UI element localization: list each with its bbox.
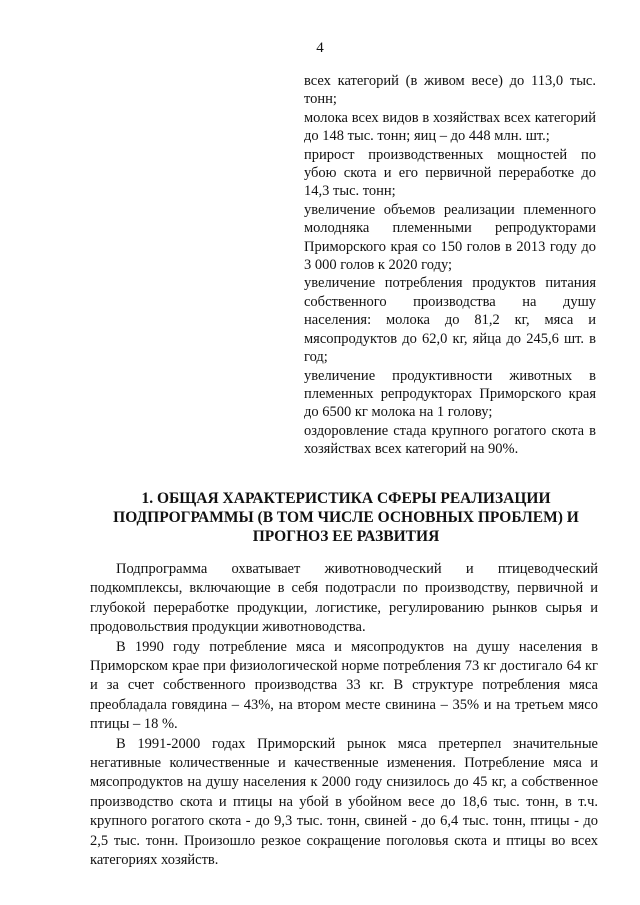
- indicator-item: увеличение потребления продуктов питания собственного производства на душу населения: молока до 81,2 кг, мяса и мясопродуктов до 62,0 кг, яйца до 245,6 шт. в год;: [304, 275, 596, 366]
- paragraph: В 1991-2000 годах Приморский рынок мяса претерпел значительные негативные количественные и качественные изменения. Потребление мяса и мясопродуктов на душу населения к 2000 году снизилось до 45 кг, а собственное производство скота и птицы на убой в убойном весе до 18,6 тыс. тонн, в т.ч. крупного рогатого скота - до 9,3 тыс. тонн, свиней - до 6,4 тыс. тонн, птицы - до 2,5 тыс. тонн. Произошло резкое сокращение поголовья скота и птицы во всех категориях хозяйств.: [90, 735, 598, 869]
- heading-line: ПРОГНОЗ ЕЕ РАЗВИТИЯ: [252, 528, 440, 545]
- indicator-item: молока всех видов в хозяйствах всех категорий до 148 тыс. тонн; яиц – до 448 млн. шт.;: [304, 109, 596, 145]
- section-heading: [96, 489, 596, 546]
- heading-line: ПОДПРОГРАММЫ (В ТОМ ЧИСЛЕ ОСНОВНЫХ ПРОБЛЕМ) И: [113, 509, 579, 526]
- heading-line: 1. ОБЩАЯ ХАРАКТЕРИСТИКА СФЕРЫ РЕАЛИЗАЦИИ: [141, 490, 551, 507]
- paragraph: В 1990 году потребление мяса и мясопродуктов на душу населения в Приморском крае при физиологической норме потребления 73 кг достигало 64 кг и за счет собственного производства 33 кг. В структуре потребления мяса преобладала говядина – 43%, на втором месте свинина – 35% и на третьем мясо птицы – 18 %.: [90, 638, 598, 733]
- indicator-item: всех категорий (в живом весе) до 113,0 тыс. тонн;: [304, 73, 596, 108]
- indicator-item: оздоровление стада крупного рогатого скота в хозяйствах всех категорий на 90%.: [304, 422, 596, 458]
- target-indicators-list: [304, 72, 596, 459]
- indicator-item: прирост производственных мощностей по убою скота и его первичной переработке до 14,3 тыс. тонн;: [304, 146, 596, 200]
- indicator-item: увеличение продуктивности животных в племенных репродукторах Приморского края до 6500 кг молока на 1 голову;: [304, 367, 596, 421]
- paragraph: Подпрограмма охватывает животноводческий и птицеводческий подкомплексы, включающие в себя подотрасли по производству, первичной и глубокой переработке продукции, логистике, регулированию рынков сырья и продовольствия продукции животноводства.: [90, 561, 598, 636]
- page-number: 4: [316, 40, 324, 56]
- indicator-item: увеличение объемов реализации племенного молодняка племенными репродукторами Приморского края со 150 голов в 2013 году до 3 000 голов к 2020 году;: [304, 201, 596, 274]
- section-body: [90, 560, 598, 871]
